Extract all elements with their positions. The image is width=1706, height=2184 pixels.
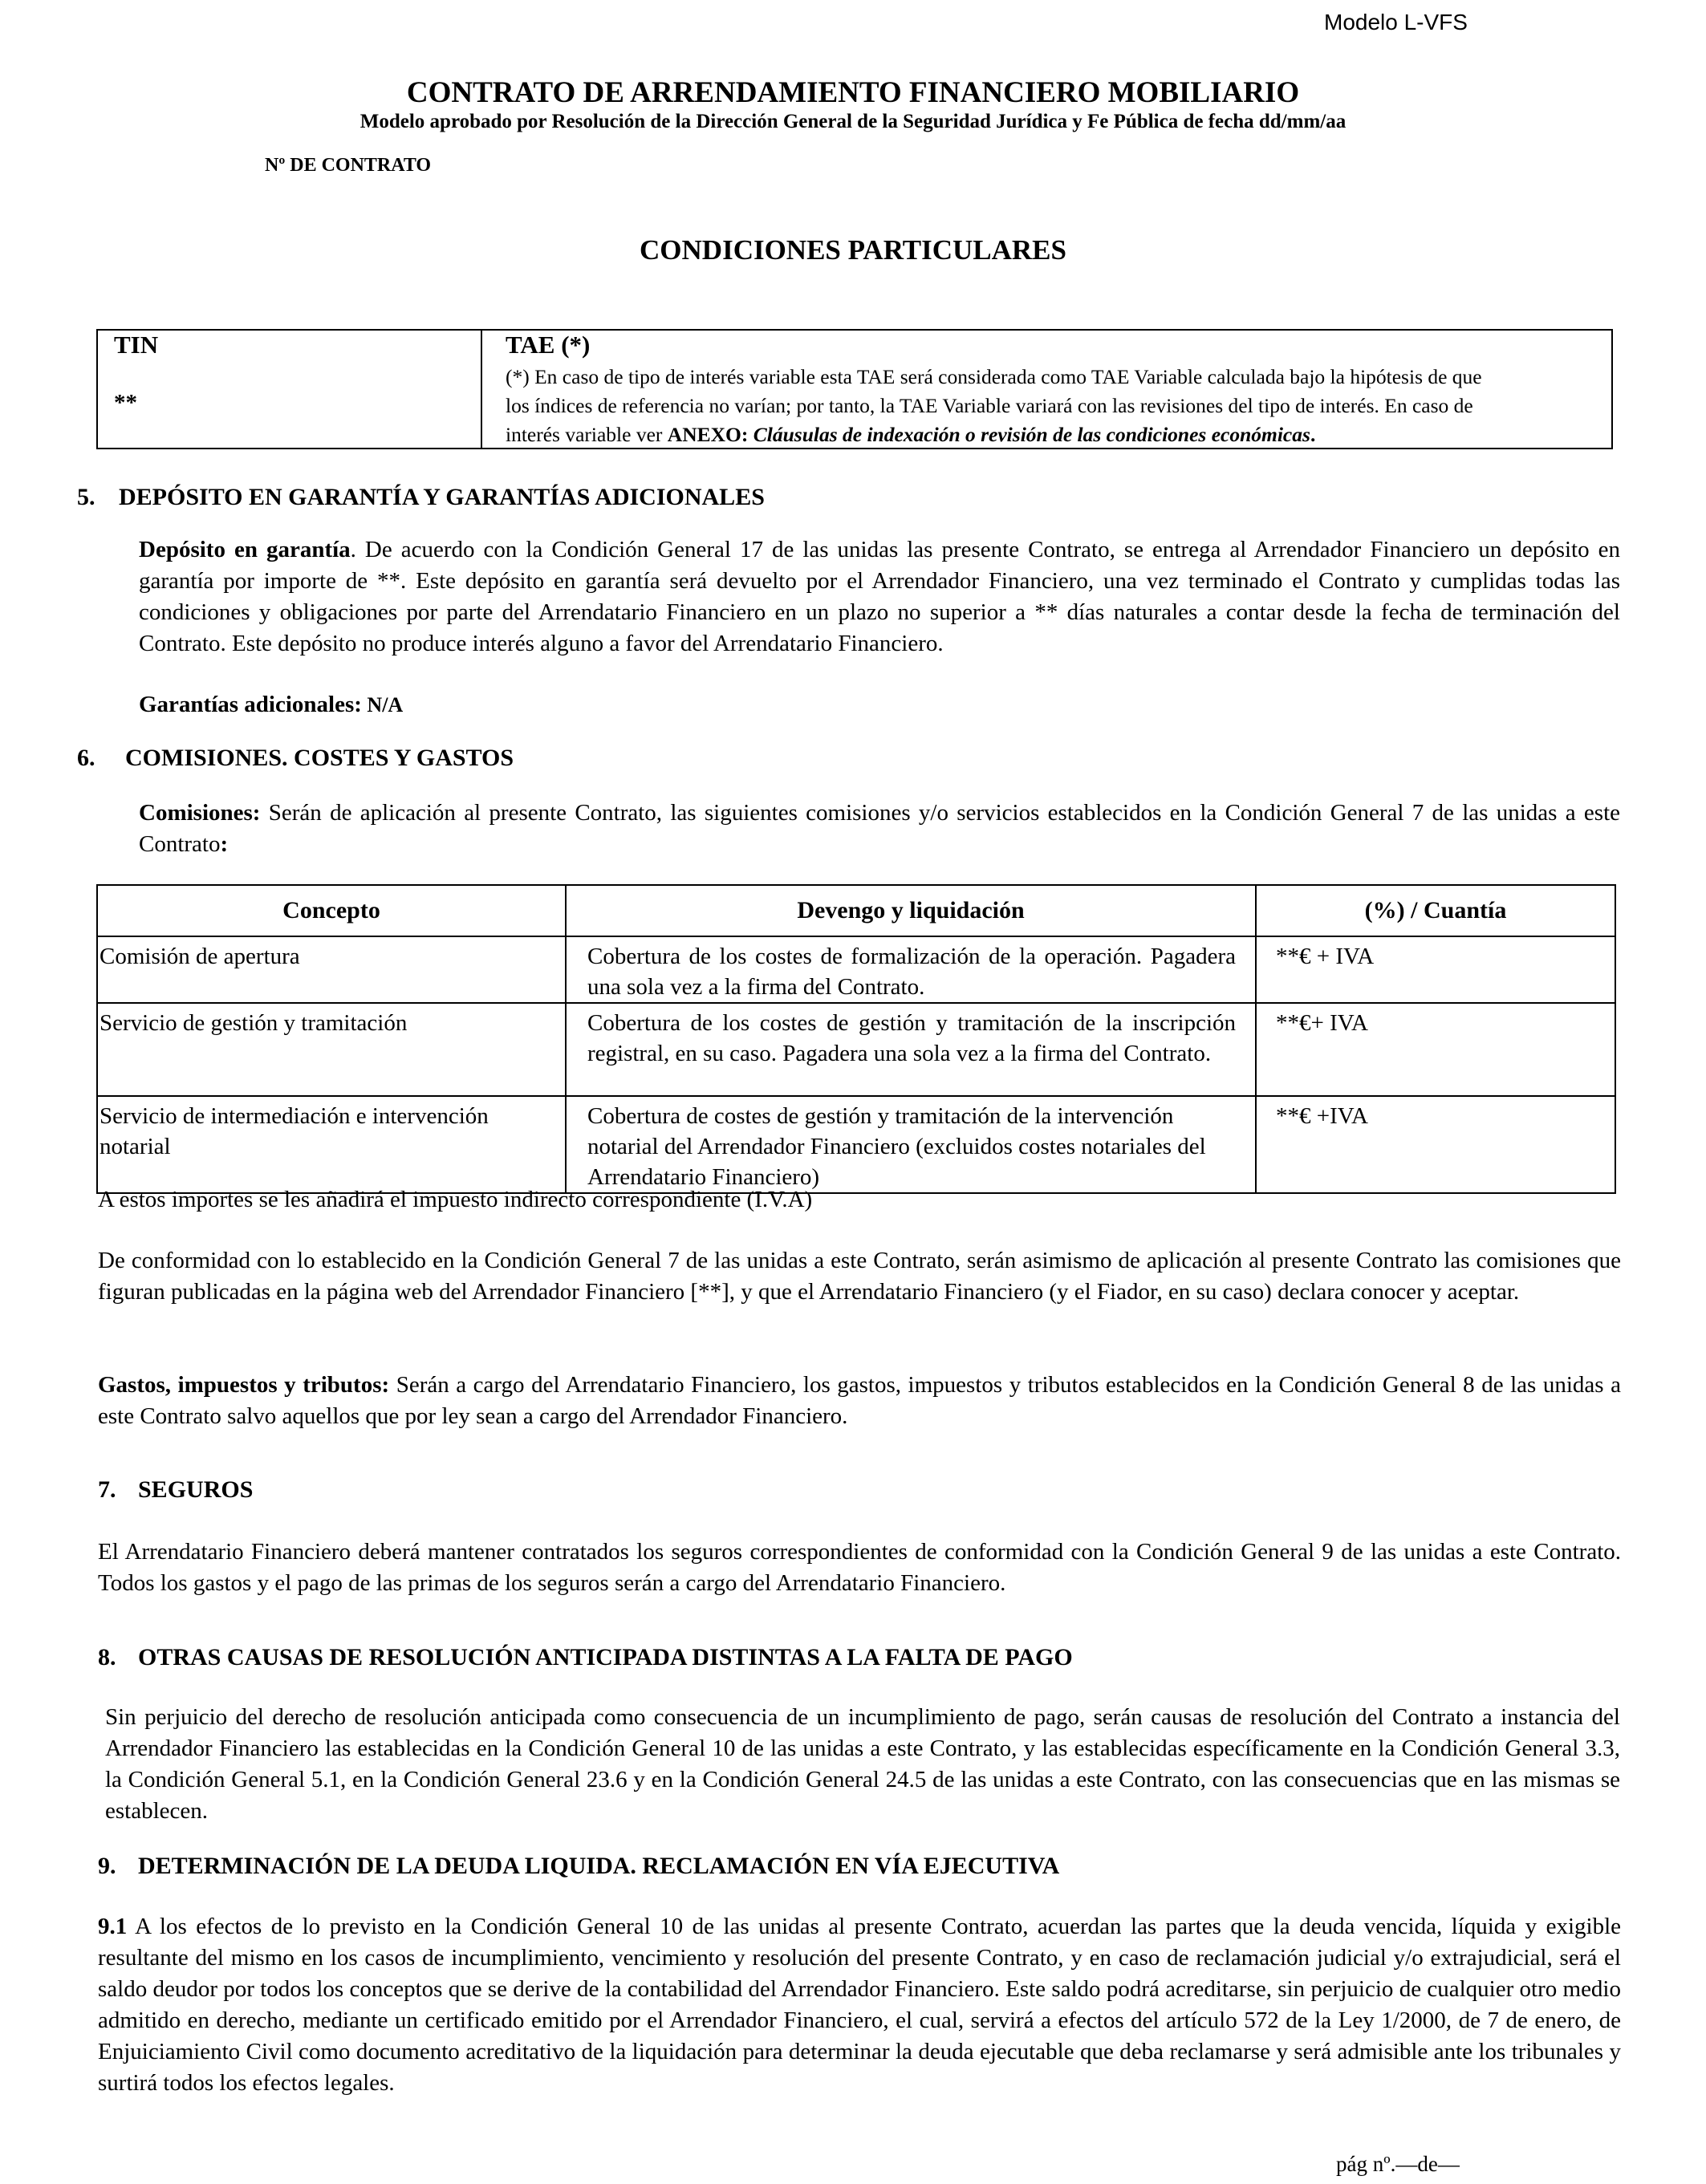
deposit-paragraph bbox=[139, 534, 1620, 660]
commissions-table bbox=[96, 884, 1616, 1194]
table-row bbox=[97, 1096, 1615, 1193]
tin-value: ** bbox=[114, 390, 137, 416]
tax-note: A estos importes se les añadirá el impuesto indirecto correspondiente (I.V.A) bbox=[98, 1187, 813, 1212]
table-header-row bbox=[97, 885, 1615, 936]
section-number: 9. bbox=[98, 1853, 116, 1879]
tae-note-line: (*) En caso de tipo de interés variable esta TAE será considerada como TAE Variable calculada bajo la hipótesis de que bbox=[506, 365, 1482, 388]
section-title: SEGUROS bbox=[138, 1476, 254, 1503]
amount-cell: **€ + IVA bbox=[1256, 936, 1615, 1003]
column-header-concept: Concepto bbox=[97, 885, 566, 936]
amount-cell: **€ +IVA bbox=[1256, 1096, 1615, 1193]
insurance-paragraph: El Arrendatario Financiero deberá mantener contratados los seguros correspondientes de conformidad con la Condición General 9 de las unidas a este Contrato. Todos los gastos y el pago de las primas de los seguros serán a cargo del Arrendatario Financiero. bbox=[98, 1539, 1621, 1596]
column-header-amount: (%) / Cuantía bbox=[1256, 885, 1615, 936]
amount-cell: **€+ IVA bbox=[1256, 1003, 1615, 1096]
expenses-paragraph bbox=[98, 1370, 1621, 1432]
accrual-cell: Cobertura de los costes de formalización de la operación. Pagadera una sola vez a la firma del Contrato. bbox=[566, 936, 1256, 1003]
termination-paragraph: Sin perjuicio del derecho de resolución anticipada como consecuencia de un incumplimiento de pago, serán causas de resolución del Contrato a instancia del Arrendador Financiero las establecidas en la Condición General 10 de las unidas a este Contrato, y las establecidas específicamente en la Condición General 3.3, la Condición General 5.1, en la Condición General 23.6 y en la Condición General 24.5 de las unidas a este Contrato, con las consecuencias que en las mismas se establecen. bbox=[105, 1704, 1620, 1824]
subsection-number: 9.1 bbox=[98, 1914, 128, 1939]
tae-note bbox=[506, 363, 1605, 449]
section-number: 8. bbox=[98, 1644, 116, 1670]
conditions-heading: CONDICIONES PARTICULARES bbox=[640, 234, 1066, 266]
table-row bbox=[97, 1003, 1615, 1096]
section-8-heading bbox=[98, 1644, 1073, 1671]
document-title: CONTRATO DE ARRENDAMIENTO FINANCIERO MOBILIARIO bbox=[406, 76, 1300, 109]
contract-number-label: Nº DE CONTRATO bbox=[265, 155, 432, 176]
commissions-text: Serán de aplicación al presente Contrato, las siguientes comisiones y/o servicios establecidos en la Condición General 7 de las unidas a este Contrato bbox=[139, 800, 1620, 857]
concept-cell: Servicio de intermediación e intervención notarial bbox=[97, 1096, 566, 1193]
section-6-heading bbox=[77, 745, 514, 772]
tae-note-line bbox=[506, 420, 1605, 449]
accrual-cell: Cobertura de costes de gestión y tramitación de la intervención notarial del Arrendador Financiero (excluidos costes notariales del Arrendatario Financiero) bbox=[566, 1096, 1256, 1193]
concept-cell: Comisión de apertura bbox=[97, 936, 566, 1003]
tae-note-text: interés variable ver bbox=[506, 423, 668, 446]
document-subtitle: Modelo aprobado por Resolución de la Dirección General de la Seguridad Jurídica y Fe Pública de fecha dd/mm/aa bbox=[359, 111, 1347, 132]
section-number: 5. bbox=[77, 484, 95, 510]
page-number: pág nº.—de— bbox=[1336, 2152, 1460, 2176]
tin-tae-table bbox=[96, 329, 1613, 449]
additional-guarantees-value: N/A bbox=[361, 693, 404, 716]
section-title: COMISIONES. COSTES Y GASTOS bbox=[125, 745, 514, 771]
section-title: DEPÓSITO EN GARANTÍA Y GARANTÍAS ADICIONALES bbox=[119, 484, 765, 510]
tae-label: TAE (*) bbox=[506, 331, 591, 359]
section-7-heading bbox=[98, 1476, 253, 1504]
section-5-heading bbox=[77, 484, 765, 511]
table-row bbox=[97, 936, 1615, 1003]
annex-label: ANEXO: bbox=[667, 423, 749, 446]
additional-guarantees bbox=[139, 689, 403, 721]
annex-title: Cláusulas de indexación o revisión de las condiciones económicas bbox=[753, 423, 1310, 446]
section-title: OTRAS CAUSAS DE RESOLUCIÓN ANTICIPADA DISTINTAS A LA FALTA DE PAGO bbox=[138, 1644, 1073, 1670]
table-divider bbox=[481, 331, 482, 448]
concept-cell: Servicio de gestión y tramitación bbox=[97, 1003, 566, 1096]
debt-paragraph bbox=[98, 1911, 1621, 2099]
additional-guarantees-label: Garantías adicionales: bbox=[139, 692, 362, 717]
expenses-label: Gastos, impuestos y tributos: bbox=[98, 1372, 390, 1398]
model-code: Modelo L-VFS bbox=[1324, 10, 1468, 35]
accrual-cell: Cobertura de los costes de gestión y tramitación de la inscripción registral, en su caso. Pagadera una sola vez a la firma del Contrato. bbox=[566, 1003, 1256, 1096]
conformity-paragraph: De conformidad con lo establecido en la Condición General 7 de las unidas a este Contrato, serán asimismo de aplicación al presente Contrato las comisiones que figuran publicadas en la página web del Arrendador Financiero [**], y que el Arrendatario Financiero (y el Fiador, en su caso) declara conocer y aceptar. bbox=[98, 1248, 1621, 1305]
deposit-label: Depósito en garantía bbox=[139, 537, 351, 562]
commissions-paragraph bbox=[139, 798, 1620, 860]
deposit-text: . De acuerdo con la Condición General 17 de las unidas las presente Contrato, se entrega al Arrendador Financiero un depósito en garantía por importe de **. Este depósito en garantía será devuelto por el Arrendador Financiero, una vez terminado el Contrato y cumplidas todas las condiciones y obligaciones por parte del Arrendatario Financiero en un plazo no superior a ** días naturales a contar desde la fecha de terminación del Contrato. Este depósito no produce interés alguno a favor del Arrendatario Financiero. bbox=[139, 537, 1620, 656]
commissions-label: Comisiones: bbox=[139, 800, 261, 826]
section-9-heading bbox=[98, 1853, 1059, 1880]
tae-note-line: los índices de referencia no varían; por tanto, la TAE Variable variará con las revisiones del tipo de interés. En caso de bbox=[506, 394, 1473, 417]
section-title: DETERMINACIÓN DE LA DEUDA LIQUIDA. RECLAMACIÓN EN VÍA EJECUTIVA bbox=[138, 1853, 1060, 1879]
tae-note-text: . bbox=[1310, 423, 1316, 446]
commissions-colon: : bbox=[220, 831, 229, 857]
expenses-text: Serán a cargo del Arrendatario Financiero, los gastos, impuestos y tributos establecidos en la Condición General 8 de las unidas a este Contrato salvo aquellos que por ley sean a cargo del Arrendador Financiero. bbox=[98, 1372, 1621, 1429]
section-number: 6. bbox=[77, 745, 95, 771]
section-number: 7. bbox=[98, 1476, 116, 1503]
debt-text: A los efectos de lo previsto en la Condición General 10 de las unidas al presente Contrato, acuerdan las partes que la deuda vencida, líquida y exigible resultante del mismo en los casos de incumplimiento, vencimiento y resolución del presente Contrato, y en caso de reclamación judicial y/o extrajudicial, será el saldo deudor por todos los conceptos que se derive de la contabilidad del Arrendador Financiero. Este saldo podrá acreditarse, sin perjuicio de cualquier otro medio admitido en derecho, mediante un certificado emitido por el Arrendador Financiero, el cual, servirá a efectos del artículo 572 de la Ley 1/2000, de 7 de enero, de Enjuiciamiento Civil como documento acreditativo de la liquidación para determinar la deuda ejecutable que deba reclamarse y será admisible ante los tribunales y surtirá todos los efectos legales. bbox=[98, 1914, 1621, 2096]
tin-label: TIN bbox=[114, 331, 159, 359]
column-header-accrual: Devengo y liquidación bbox=[566, 885, 1256, 936]
